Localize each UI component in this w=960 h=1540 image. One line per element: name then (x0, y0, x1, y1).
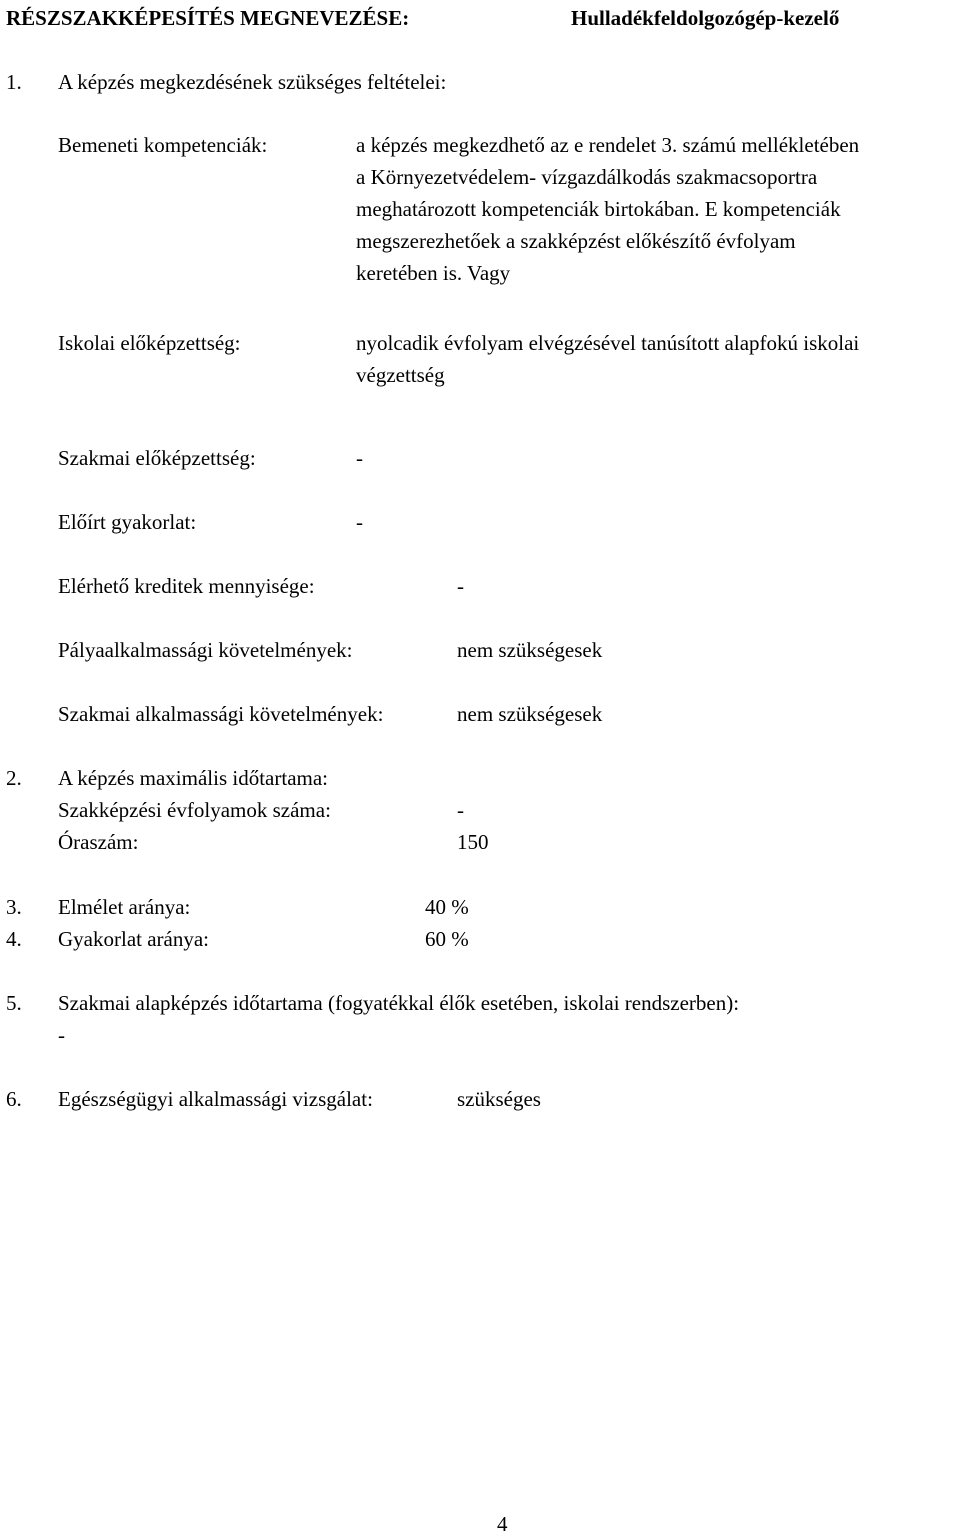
section-1-title: A képzés megkezdésének szükséges feltételei: (58, 70, 447, 94)
hours-value: 150 (457, 830, 489, 854)
input-competencies-line: a Környezetvédelem- vízgazdálkodás szakmacsoportra (356, 165, 818, 189)
required-practice-value: - (356, 510, 363, 534)
page-number: 4 (497, 1512, 508, 1536)
school-prereq-line: nyolcadik évfolyam elvégzésével tanúsított alapfokú iskolai (356, 331, 860, 355)
grades-value: - (457, 798, 464, 822)
career-requirements-label: Pályaalkalmassági követelmények: (58, 638, 353, 662)
input-competencies-text (356, 129, 859, 289)
qualification-name-label: RÉSZSZAKKÉPESÍTÉS MEGNEVEZÉSE: (6, 6, 410, 30)
basic-training-duration-value: - (58, 1023, 65, 1047)
school-prereq-line: végzettség (356, 363, 445, 387)
professional-requirements-value: nem szükségesek (457, 702, 603, 726)
section-3-number: 3. (6, 895, 22, 919)
school-prereq-label: Iskolai előképzettség: (58, 331, 241, 355)
input-competencies-line: megszerezhetőek a szakképzést előkészítő évfolyam (356, 229, 796, 253)
theory-ratio-label: Elmélet aránya: (58, 895, 191, 919)
input-competencies-line: keretében is. Vagy (356, 261, 511, 285)
section-2-title: A képzés maximális időtartama: (58, 766, 329, 790)
credits-value: - (457, 574, 464, 598)
professional-prereq-label: Szakmai előképzettség: (58, 446, 256, 470)
theory-ratio-value: 40 % (425, 895, 469, 919)
section-2-number: 2. (6, 766, 22, 790)
input-competencies-label: Bemeneti kompetenciák: (58, 133, 268, 157)
section-1-number: 1. (6, 70, 22, 94)
input-competencies-line: a képzés megkezdhető az e rendelet 3. számú mellékletében (356, 133, 860, 157)
professional-prereq-value: - (356, 446, 363, 470)
input-competencies-line: meghatározott kompetenciák birtokában. E kompetenciák (356, 197, 841, 221)
section-5-number: 5. (6, 991, 22, 1015)
grades-label: Szakképzési évfolyamok száma: (58, 798, 331, 822)
basic-training-duration-label: Szakmai alapképzés időtartama (fogyatékkal élők esetében, iskolai rendszerben): (58, 991, 740, 1015)
professional-requirements-label: Szakmai alkalmassági követelmények: (58, 702, 384, 726)
section-6-number: 6. (6, 1087, 22, 1111)
qualification-name-value: Hulladékfeldolgozógép-kezelő (571, 6, 840, 30)
practice-ratio-value: 60 % (425, 927, 469, 951)
hours-label: Óraszám: (58, 830, 139, 854)
credits-label: Elérhető kreditek mennyisége: (58, 574, 315, 598)
section-4-number: 4. (6, 927, 22, 951)
required-practice-label: Előírt gyakorlat: (58, 510, 197, 534)
career-requirements-value: nem szükségesek (457, 638, 603, 662)
practice-ratio-label: Gyakorlat aránya: (58, 927, 210, 951)
health-check-value: szükséges (457, 1087, 541, 1111)
school-prereq-text (356, 327, 859, 391)
health-check-label: Egészségügyi alkalmassági vizsgálat: (58, 1087, 373, 1111)
